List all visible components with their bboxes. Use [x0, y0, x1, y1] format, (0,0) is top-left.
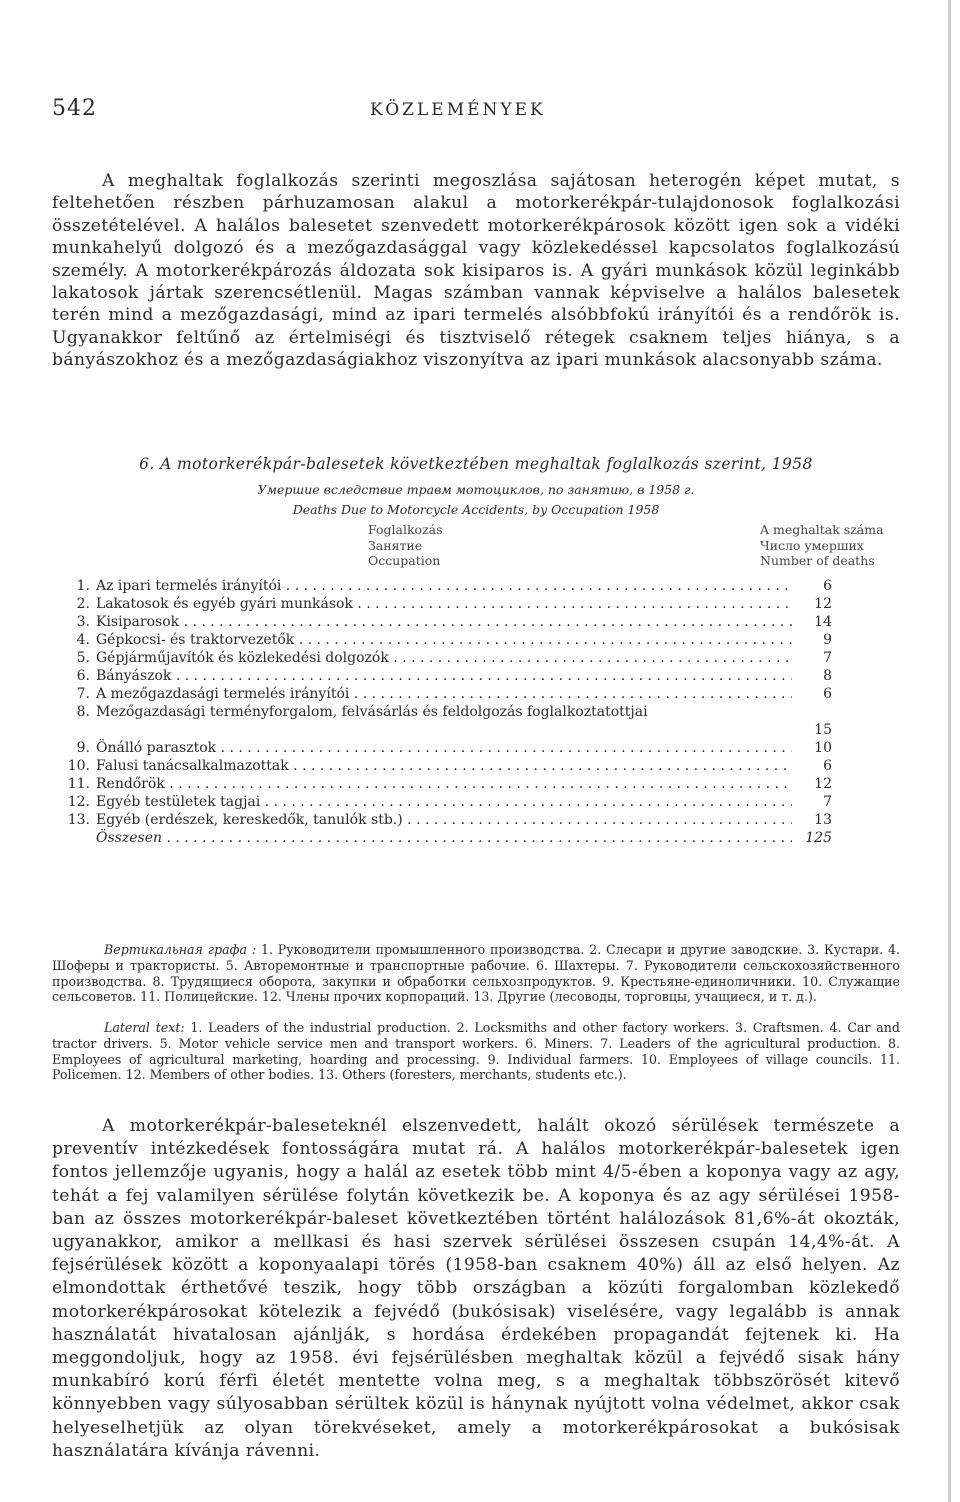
row-label: Gépkocsi- és traktorvezetők . . .: [96, 631, 792, 649]
row-number: 12.: [67, 794, 90, 810]
table-legend-ru: [52, 942, 900, 1005]
column-header-line: Занятие: [368, 537, 423, 553]
row-label: Rendőrök . . .: [96, 775, 792, 793]
table-caption-ru: Умершие вследствие травм мотоциклов, по занятию, в 1958 г.: [257, 482, 695, 497]
row-label: Az ipari termelés irányítói . . .: [96, 577, 792, 595]
row-label: Lakatosok és egyéb gyári munkások . . .: [96, 595, 792, 613]
table-row: [52, 595, 832, 613]
running-head: KÖZLEMÉNYEK: [370, 100, 546, 120]
table-row: [52, 613, 832, 631]
column-header-occupation: [368, 522, 443, 569]
row-label: A mezőgazdasági termelés irányítói . . .: [96, 685, 792, 703]
table-row: [52, 757, 832, 775]
body-paragraph-2: A motorkerékpár-baleseteknél elszenvedett, halált okozó sérülések természete a preventív intézkedések fontosságára mutat rá. A halálos motorkerékpár-balesetek igen fontos jellemzője ugyanis, hogy a halál az esetek több mint 4/5-ében a koponya vagy az agy, tehát a fej valamilyen sérülése folytán következik be. A koponya és az agy sérülései 1958-ban az összes motorkerékpár-baleset következtében történt halálozások 81,6%-át okozták, ugyanakkor, amikor a mellkasi és hasi szervek sérülései összesen csupán 14,4%-át. A fejsérülések között a koponyaalapi törés (1958-ban csaknem 40%) áll az első helyen. Az elmondottak érthetővé teszik, hogy több országban a közúti forgalomban közlekedő motorkerékpárosokat kötelezik a fejvédő (bukósisak) viselésére, vagy legalább is annak használatát hivatalosan ajánlják, s hordása érdekében propagandát fejtenek ki. Ha meggondoljuk, hogy az 1958. évi fejsérülésben meghaltak közül a fejvédő sisak hány munkabíró korú férfi életét mentette volna meg, s a meghaltak többszörösét kitevő könnyebben vagy súlyosabban sérültek közül is hánynak nyújtott volna védelmet, akkor csak helyeselhetjük az olyan törekvéseket, amely a motorkerékpárosokat a bukósisak használatára kívánja rávenni.: [52, 1116, 900, 1461]
page-number: 542: [52, 96, 97, 121]
table-row: [52, 775, 832, 793]
row-number: 6.: [76, 668, 90, 684]
page-edge-shadow: [948, 0, 951, 1502]
row-value: 15: [814, 722, 832, 738]
table-total-row: [52, 829, 832, 847]
table-caption-hu: 6. A motorkerékpár-balesetek következtében meghaltak foglalkozás szerint, 1958: [139, 455, 813, 473]
row-value: 10: [814, 740, 832, 756]
row-number: 8.: [76, 704, 90, 720]
legend-title-en: Lateral text:: [104, 1020, 185, 1035]
table-row: [52, 649, 832, 667]
row-number: 9.: [76, 740, 90, 756]
row-number: 3.: [76, 614, 90, 630]
row-value: 8: [823, 668, 832, 684]
row-number: 2.: [76, 596, 90, 612]
column-header-line: A meghaltak száma: [760, 522, 884, 537]
total-label: Összesen . . .: [96, 829, 792, 847]
page-header: [52, 96, 902, 126]
table-row: [52, 631, 832, 649]
total-value: 125: [805, 830, 832, 846]
row-number: 5.: [76, 650, 90, 666]
row-number: 4.: [76, 632, 90, 648]
row-number: 10.: [67, 758, 90, 774]
row-value: 12: [814, 776, 832, 792]
row-label: Egyéb (erdészek, kereskedők, tanulók stb.) . . .: [96, 811, 792, 829]
row-value: 12: [814, 596, 832, 612]
legend-title-ru: Вертикальная графа :: [104, 942, 257, 957]
table-row: [52, 667, 832, 685]
row-label: Önálló parasztok . . .: [96, 739, 792, 757]
row-label: Egyéb testületek tagjai . . .: [96, 793, 792, 811]
table-row: [52, 739, 832, 757]
row-number: 11.: [67, 776, 90, 792]
table-legend-en: [52, 1020, 900, 1083]
table-row: [52, 793, 832, 811]
row-value: 13: [814, 812, 832, 828]
row-value: 6: [823, 758, 832, 774]
row-value: 7: [823, 794, 832, 810]
row-label: Gépjárműjavítók és közlekedési dolgozók . . .: [96, 649, 792, 667]
column-header-line: Число умерших: [760, 537, 864, 553]
column-header-line: Occupation: [368, 553, 441, 568]
deaths-by-occupation-table: [52, 577, 832, 847]
legend-text-en: 1. Leaders of the industrial production. 2. Locksmiths and other factory workers. 3. Craftsmen. 4. Car and tractor drivers. 5. Motor vehicle service men and transport workers. 6. Miners. 7. Leaders of the agricultural production. 8. Employees of agricultural marketing, hoarding and processing. 9. Individual farmers. 10. Employees of village councils. 11. Policemen. 12. Members of other bodies. 13. Others (foresters, merchants, students etc.).: [52, 1020, 900, 1083]
column-header-deaths: [760, 522, 884, 569]
row-value: 14: [814, 614, 832, 630]
row-value: 7: [823, 650, 832, 666]
row-value: 6: [823, 686, 832, 702]
row-label: Kisiparosok . . .: [96, 613, 792, 631]
legend-text-ru: 1. Руководители промышленного производства. 2. Слесари и другие заводские. 3. Кустари. 4. Шоферы и трактористы. 5. Авторемонтные и транспортные рабочие. 6. Шахтеры. 7. Руководители сельскохозяйственного производства. 8. Трудящиеся оборота, закупки и обработки сельхозпродуктов. 9. Крестьяне-единоличники. 10. Служащие сельсоветов. 11. Полицейские. 12. Члены прочих корпораций. 13. Другие (лесоводы, торговцы, учащиеся, и т. д.).: [52, 942, 900, 1005]
body-paragraph-1: A meghaltak foglalkozás szerinti megoszlása sajátosan heterogén képet mutat, s feltehetően részben párhuzamosan alakul a motorkerékpár-tulajdonosok foglalkozási összetételével. A halálos balesetet szenvedett motorkerékpárosok között igen sok a vidéki munkahelyű dolgozó és a mezőgazdasággal vagy közlekedéssel kapcsolatos foglalkozású személy. A motorkerékpározás áldozata sok kisiparos is. A gyári munkások közül leginkább lakatosok jártak szerencsétlenül. Magas számban vannak képviselve a halálos balesetek terén mind a mezőgazdasági, mind az ipari termelés alsóbbfokú irányítói és a rendőrök is. Ugyanakkor feltűnő az értelmiségi és tisztviselő rétegek csaknem teljes hiánya, s a bányászokhoz és a mezőgazdaságiakhoz viszonyítva az ipari munkások alacsonyabb száma.: [52, 171, 900, 371]
table-row: [52, 577, 832, 595]
table-row: [52, 811, 832, 829]
row-number: 1.: [76, 578, 90, 594]
table-row: [52, 703, 832, 739]
row-label: Bányászok . . .: [96, 667, 792, 685]
row-number: 7.: [76, 686, 90, 702]
row-label: Falusi tanácsalkalmazottak . . .: [96, 757, 792, 775]
row-number: 13.: [67, 812, 90, 828]
table-caption-en: Deaths Due to Motorcycle Accidents, by Occupation 1958: [292, 502, 660, 517]
row-value: 9: [823, 632, 832, 648]
table-row: [52, 685, 832, 703]
column-header-line: Foglalkozás: [368, 522, 443, 537]
row-value: 6: [823, 578, 832, 594]
column-header-line: Number of deaths: [760, 553, 875, 568]
row-label: Mezőgazdasági terményforgalom, felvásárlás és feldolgozás foglalkoztatottjai: [96, 704, 648, 720]
